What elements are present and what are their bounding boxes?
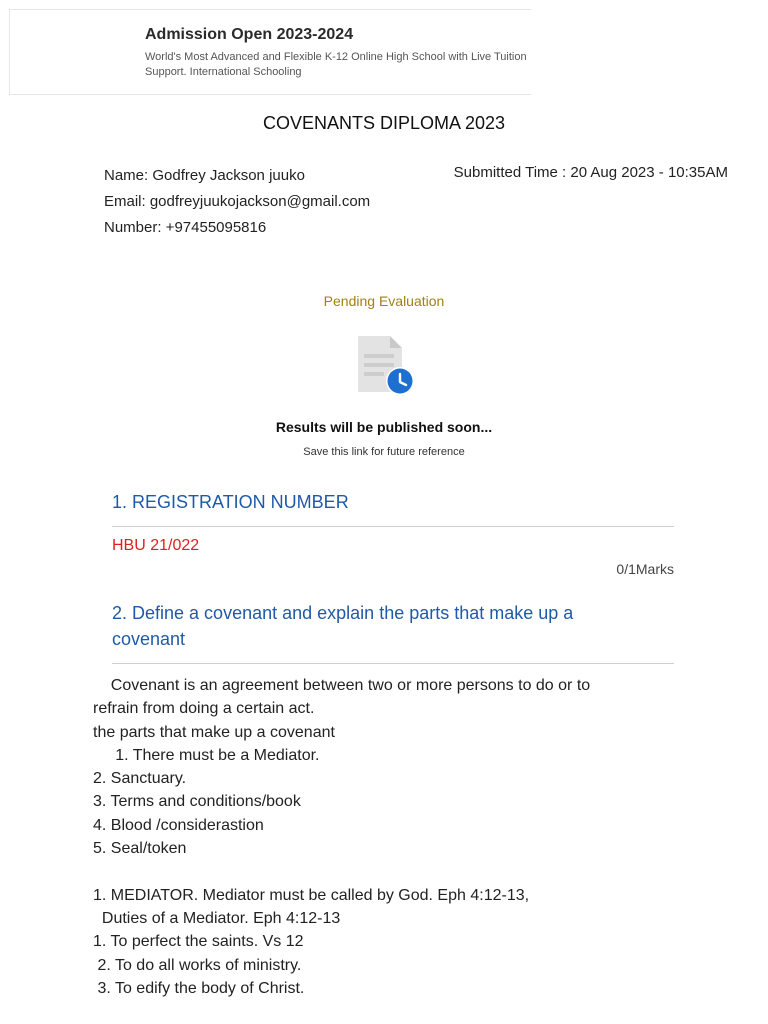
ad-description: World's Most Advanced and Flexible K-12 Online High School with Live Tuition Support. International Schooling bbox=[145, 51, 527, 78]
answer-line: 4. Blood /considerastion bbox=[93, 816, 264, 834]
answer-line: the parts that make up a covenant bbox=[93, 723, 335, 741]
answer-line bbox=[93, 860, 653, 883]
answer-line: 1. There must be a Mediator. bbox=[93, 746, 320, 764]
form-title: COVENANTS DIPLOMA 2023 bbox=[262, 113, 506, 133]
results-message: Results will be published soon... bbox=[275, 419, 493, 435]
answer-line: refrain from doing a certain act. bbox=[93, 700, 315, 718]
answer-line: Covenant is an agreement between two or more persons to do or to bbox=[93, 677, 591, 694]
question-marks: 0/1Marks bbox=[616, 561, 674, 577]
evaluation-status: Pending Evaluation bbox=[323, 293, 445, 309]
respondent-number: Number: +97455095816 bbox=[104, 219, 267, 236]
document-clock-icon bbox=[352, 334, 418, 398]
ad-banner[interactable] bbox=[9, 9, 531, 95]
respondent-info bbox=[104, 163, 370, 241]
ad-title[interactable]: Admission Open 2023-2024 bbox=[145, 26, 354, 43]
respondent-name: Name: Godfrey Jackson juuko bbox=[104, 167, 305, 184]
answer-line: Duties of a Mediator. Eph 4:12-13 bbox=[93, 909, 341, 927]
question-title: 2. Define a covenant and explain the parts that make up a covenant bbox=[112, 603, 574, 649]
answer-line: 5. Seal/token bbox=[93, 840, 187, 858]
answer-line: 2. To do all works of ministry. bbox=[93, 956, 302, 974]
answer-line: 2. Sanctuary. bbox=[93, 770, 187, 788]
question-divider bbox=[112, 663, 674, 664]
question-title: 1. REGISTRATION NUMBER bbox=[112, 492, 349, 512]
answer-line: 3. To edify the body of Christ. bbox=[93, 979, 305, 997]
answer-line: 3. Terms and conditions/book bbox=[93, 793, 301, 811]
answer-line: 1. MEDIATOR. Mediator must be called by God. Eph 4:12-13, bbox=[93, 886, 530, 904]
save-link-hint: Save this link for future reference bbox=[303, 446, 465, 458]
answer-line: 1. To perfect the saints. Vs 12 bbox=[93, 933, 304, 951]
question-divider bbox=[112, 526, 674, 527]
question-answer: HBU 21/022 bbox=[112, 537, 200, 554]
submitted-time: Submitted Time : 20 Aug 2023 - 10:35AM bbox=[453, 164, 728, 181]
respondent-email: Email: godfreyjuukojackson@gmail.com bbox=[104, 193, 371, 210]
question-answer bbox=[93, 674, 653, 1000]
